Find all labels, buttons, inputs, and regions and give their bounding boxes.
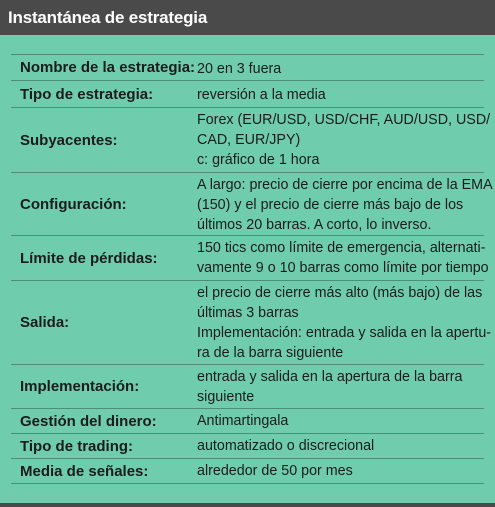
table-row [11, 434, 484, 459]
value-line: vamente 9 o 10 barras como límite por tiempo [197, 260, 489, 276]
row-value [197, 236, 495, 280]
value-line: A largo: precio de cierre por encima de la EMA [197, 177, 493, 193]
bottom-bar [0, 503, 495, 507]
value-line: el precio de cierre más alto (más bajo) de las [197, 285, 483, 301]
row-label: Nombre de la estrategia: [20, 59, 196, 76]
row-label: Configuración: [20, 195, 127, 213]
value-line: c: gráfico de 1 hora [197, 152, 320, 168]
page-title: Instantánea de estrategia [8, 7, 208, 27]
row-label: Límite de pérdidas: [20, 249, 158, 267]
row-label: Tipo de trading: [20, 437, 134, 455]
row-value [197, 55, 484, 80]
value-line: ra de la barra siguiente [197, 345, 344, 361]
value-line: (150) y el precio de cierre más bajo de los [197, 197, 464, 213]
table-row [11, 409, 484, 434]
value-line: entrada y salida en la apertura de la barra [197, 369, 463, 385]
table-row [11, 108, 491, 173]
value-line: reversión a la media [197, 87, 326, 103]
row-value [197, 409, 484, 433]
value-line: Antimartingala [197, 413, 289, 429]
row-label: Subyacentes: [20, 131, 118, 149]
row-label: Implementación: [20, 378, 140, 395]
strategy-table [11, 54, 493, 484]
value-line: alrededor de 50 por mes [197, 463, 353, 479]
row-value [197, 81, 484, 107]
value-line: Implementación: entrada y salida en la apertu- [197, 325, 492, 341]
value-line: CAD, EUR/JPY) [197, 132, 301, 148]
row-label: Salida: [20, 314, 70, 331]
value-line: 150 tics como límite de emergencia, alternati- [197, 240, 486, 256]
value-line: 20 en 3 fuera [197, 61, 282, 77]
row-label: Media de señales: [20, 462, 149, 480]
value-line: últimos 20 barras. A corto, lo inverso. [197, 217, 432, 233]
row-value [197, 365, 484, 408]
row-label: Tipo de estrategia: [20, 85, 154, 103]
row-label: Gestión del dinero: [20, 412, 157, 430]
value-line: siguiente [197, 389, 255, 405]
row-value [197, 173, 495, 235]
header-bar [0, 0, 495, 35]
row-value [197, 281, 495, 364]
value-line: Forex (EUR/USD, USD/CHF, AUD/USD, USD/ [197, 112, 491, 128]
table-row [11, 459, 484, 484]
table-row [11, 236, 489, 281]
table-row [11, 54, 484, 81]
table-row [11, 365, 484, 409]
row-value [197, 459, 484, 483]
value-line: automatizado o discrecional [197, 438, 375, 454]
row-value [197, 108, 495, 172]
table-row [11, 81, 484, 108]
value-line: últimas 3 barras [197, 305, 299, 321]
row-value [197, 434, 484, 458]
table-row [11, 173, 493, 236]
table-row [11, 281, 492, 365]
